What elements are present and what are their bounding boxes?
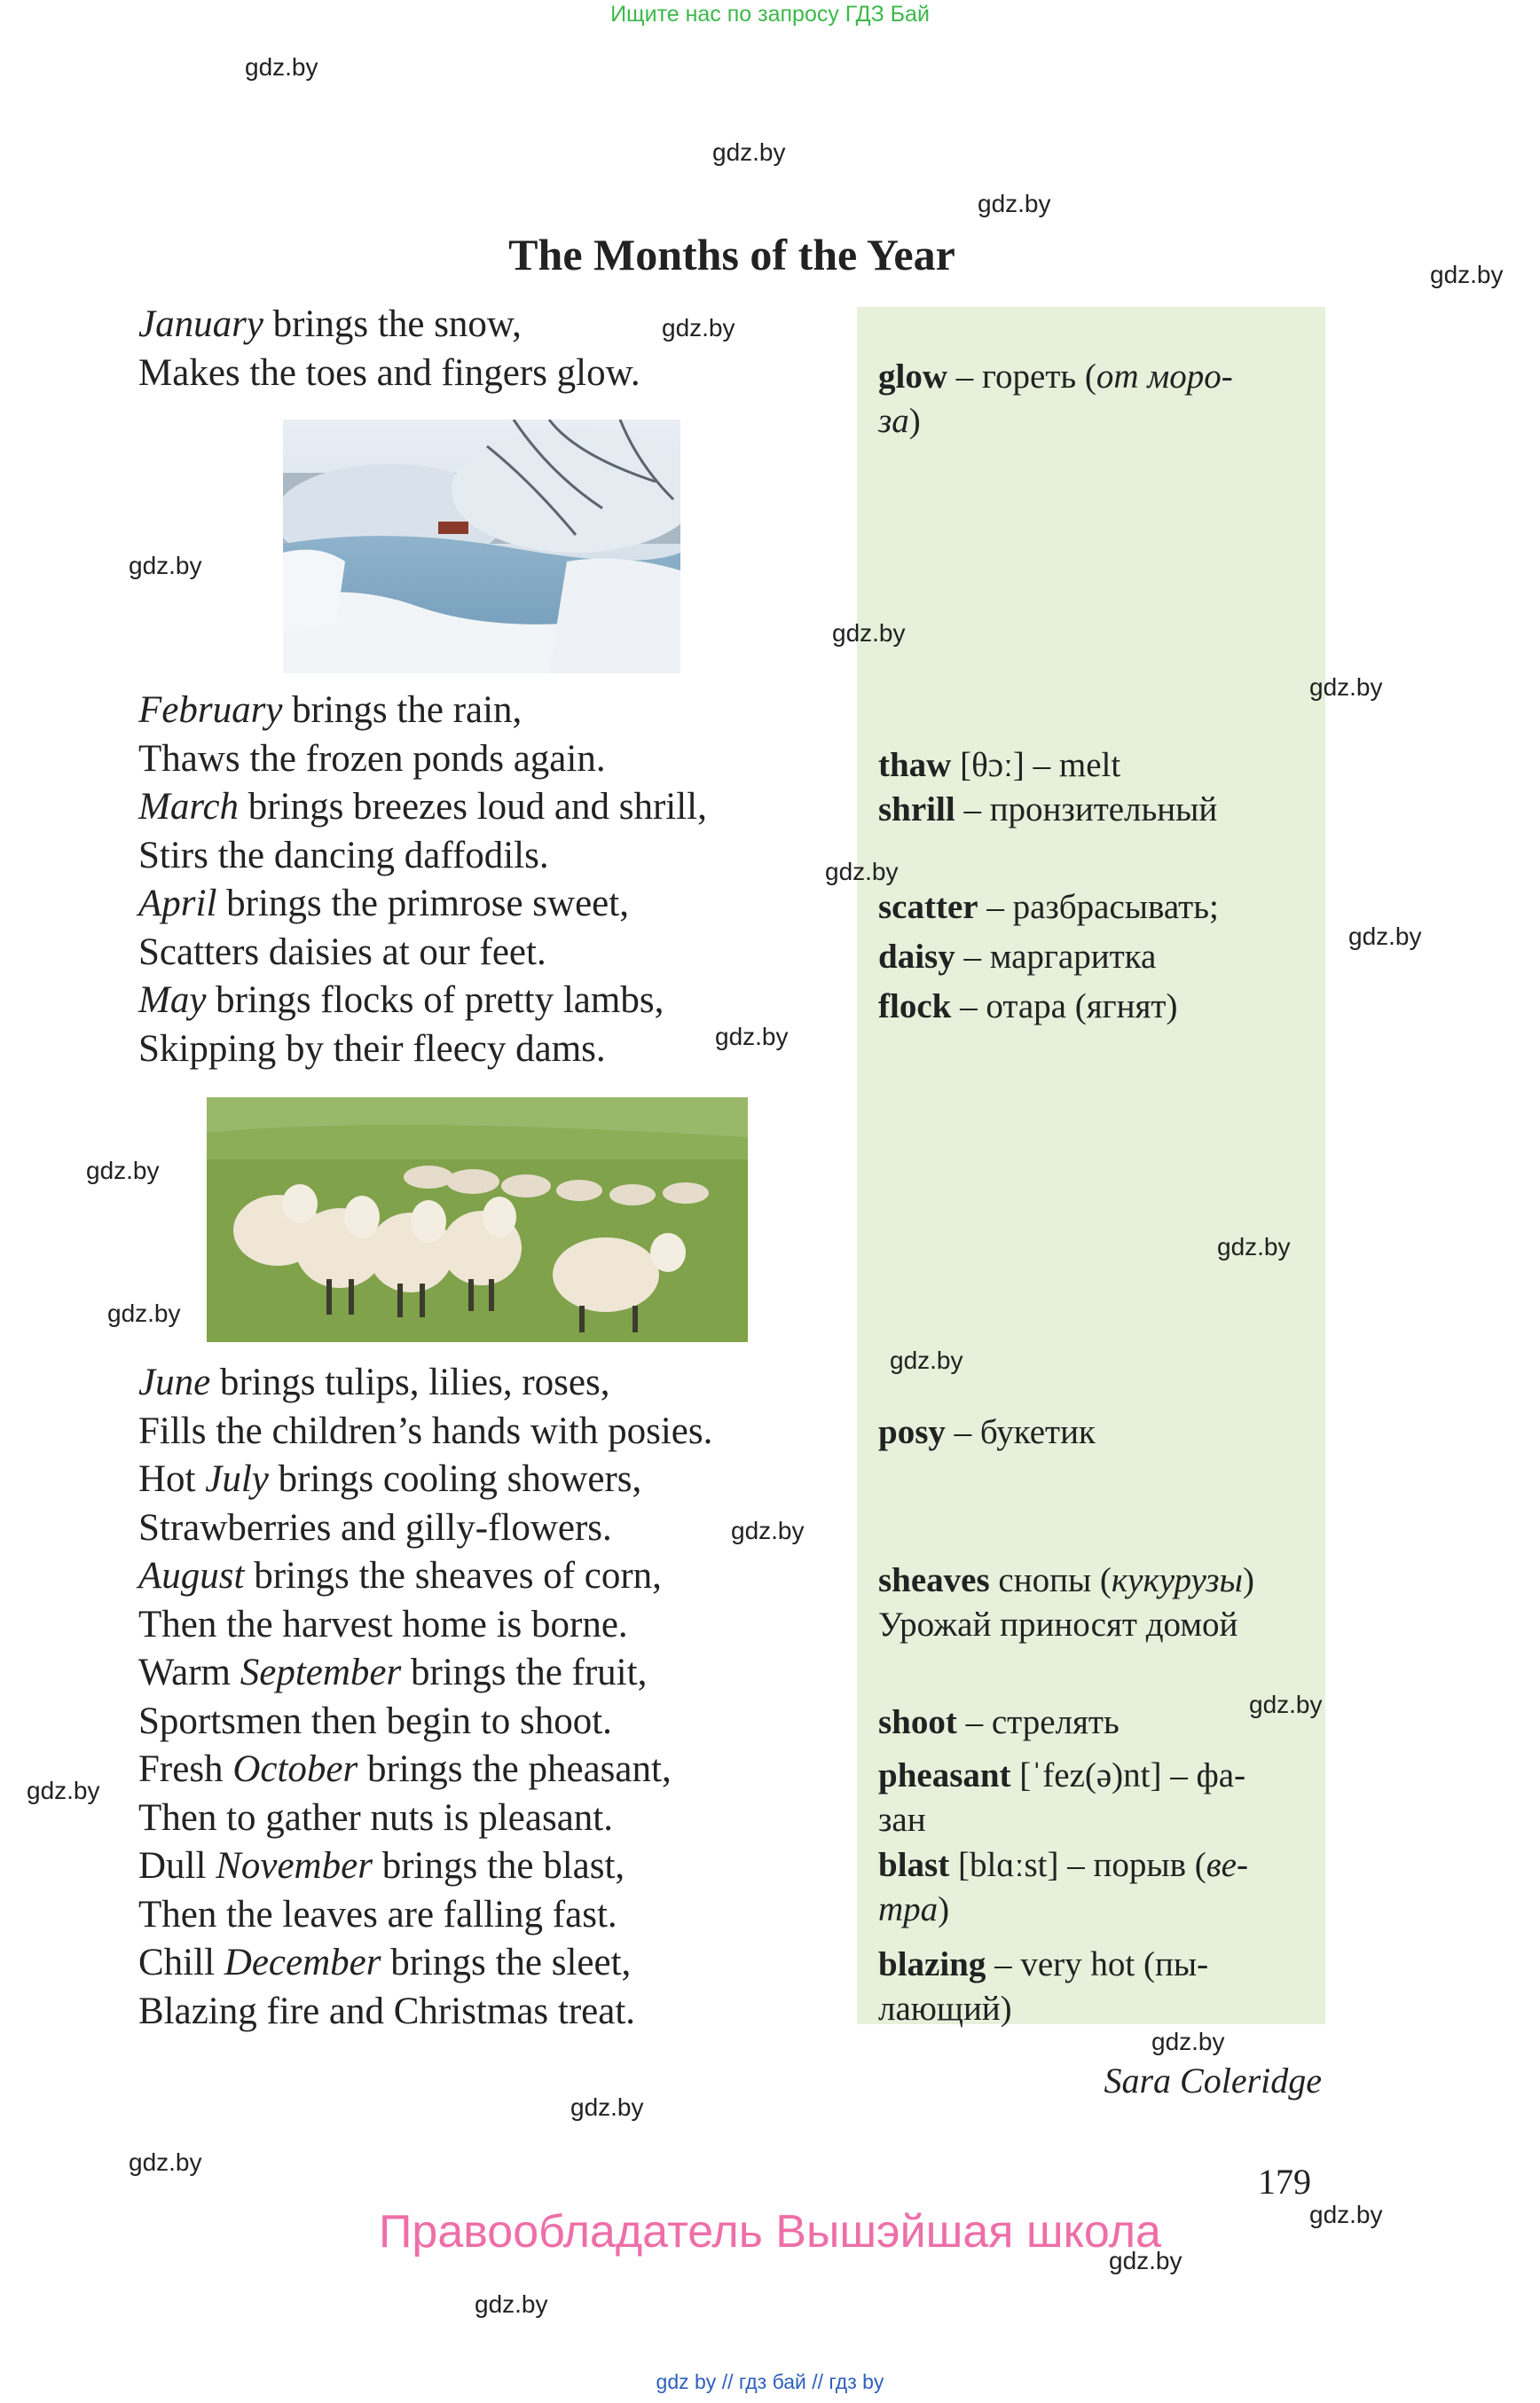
gloss-blazing: blazing – very hot (пы- лающий) — [878, 1945, 1209, 2028]
watermark: gdz.by — [27, 1777, 100, 1804]
watermark: gdz.by — [129, 2148, 202, 2176]
gloss-scatter: scatter – разбрасывать; — [878, 888, 1219, 926]
gloss-term: shrill — [878, 790, 955, 828]
gloss-term: shoot — [878, 1703, 957, 1741]
poem-line: Strawberries and gilly-flowers. — [138, 1506, 612, 1549]
gloss-posy: posy – букетик — [878, 1413, 1096, 1451]
footer-links[interactable]: gdz by // гдз бай // гдз by — [656, 2370, 884, 2393]
poem-line: Then the harvest home is borne. — [138, 1603, 628, 1645]
gloss-term: blast — [878, 1846, 950, 1884]
poem-line: April brings the primrose sweet, — [138, 883, 629, 924]
poem-line: Makes the toes and fingers glow. — [138, 351, 640, 394]
gloss-term: thaw — [878, 746, 952, 784]
month-name: June — [138, 1362, 211, 1403]
watermark: gdz.by — [129, 552, 202, 579]
watermark: gdz.by — [570, 2093, 644, 2121]
gloss-shoot: shoot – стрелять — [878, 1703, 1120, 1741]
watermark: gdz.by — [1309, 2201, 1383, 2228]
poem-line: Blazing fire and Christmas treat. — [138, 1990, 636, 2032]
month-name: April — [138, 883, 217, 924]
gloss-term: flock — [878, 987, 952, 1025]
poem-line: Then the leaves are falling fast. — [138, 1893, 617, 1936]
poem-line: Sportsmen then begin to shoot. — [138, 1700, 612, 1742]
month-name: December — [224, 1942, 381, 1983]
poem-line: Skipping by their fleecy dams. — [138, 1027, 606, 1070]
watermark: gdz.by — [715, 1023, 789, 1050]
poem-line: Fresh October brings the pheasant, — [138, 1748, 672, 1790]
gloss-term: posy — [878, 1413, 946, 1451]
gloss-term: glow — [878, 357, 947, 396]
poem-line: Chill December brings the sleet, — [138, 1942, 632, 1983]
month-name: October — [232, 1748, 358, 1790]
watermark: gdz.by — [1249, 1691, 1323, 1718]
watermark: gdz.by — [832, 619, 906, 647]
watermark: gdz.by — [712, 138, 786, 166]
poem-line: Scatters daisies at our feet. — [138, 931, 546, 973]
watermark: gdz.by — [107, 1300, 181, 1327]
sheep-scene-illustration — [207, 1097, 748, 1342]
poem-line: August brings the sheaves of corn, — [138, 1555, 662, 1597]
watermark: gdz.by — [890, 1347, 963, 1374]
poem-line: Dull November brings the blast, — [138, 1845, 625, 1887]
gloss-term: scatter — [878, 888, 978, 926]
watermark: gdz.by — [1217, 1233, 1291, 1260]
gloss-pheasant: pheasant [ˈfez(ə)nt] – фа- зан — [878, 1756, 1246, 1839]
gloss-flock: flock – отара (ягнят) — [878, 987, 1178, 1025]
watermark: gdz.by — [86, 1157, 160, 1184]
watermark: gdz.by — [475, 2290, 548, 2318]
watermark: gdz.by — [662, 314, 735, 342]
watermark: gdz.by — [245, 53, 318, 81]
page-title: The Months of the Year — [508, 230, 955, 279]
poem-line: Hot July brings cooling showers, — [138, 1458, 642, 1500]
watermark: gdz.by — [1309, 673, 1383, 701]
poem-stanza-1 — [138, 301, 640, 397]
page-number: 179 — [1258, 2162, 1311, 2202]
watermark: gdz.by — [1348, 923, 1422, 950]
poem-line: Stirs the dancing daffodils. — [138, 834, 549, 876]
month-name: May — [138, 979, 207, 1021]
gloss-term: sheaves — [878, 1561, 990, 1599]
watermark: gdz.by — [825, 858, 899, 885]
poem-line: January brings the snow, — [138, 303, 522, 345]
poem-line: Thaws the frozen ponds again. — [138, 737, 606, 780]
watermark: gdz.by — [978, 190, 1051, 217]
gloss-term: daisy — [878, 938, 955, 976]
gloss-sheaves: sheaves снопы (кукурузы) Урожай приносят домой — [878, 1561, 1254, 1644]
month-name: January — [138, 303, 263, 345]
month-name: February — [138, 689, 283, 731]
copyright-notice: Правообладатель Вышэйшая школа — [379, 2206, 1161, 2258]
watermark: gdz.by — [1109, 2247, 1182, 2274]
poem-line: February brings the rain, — [138, 689, 522, 731]
gloss-glow: glow – гореть (от моро- за) — [878, 357, 1233, 440]
month-name: November — [216, 1845, 373, 1887]
poem-line: May brings flocks of pretty lambs, — [138, 979, 664, 1021]
poem-line: Then to gather nuts is pleasant. — [138, 1796, 613, 1839]
month-name: September — [240, 1652, 402, 1693]
gloss-thaw: thaw [θɔː] – melt — [878, 746, 1121, 784]
poem-stanza-3 — [138, 1359, 712, 2036]
watermark: gdz.by — [1151, 2028, 1225, 2055]
gloss-shrill: shrill – пронзительный — [878, 790, 1218, 828]
sheep-flock-photo — [207, 1097, 748, 1342]
month-name: August — [138, 1555, 245, 1597]
poem-line: Warm September brings the fruit, — [138, 1652, 648, 1693]
gloss-daisy: daisy – маргаритка — [878, 938, 1157, 976]
winter-pond-photo — [283, 420, 680, 673]
poem-line: June brings tulips, lilies, roses, — [138, 1362, 610, 1403]
poem-line: March brings breezes loud and shrill, — [138, 786, 707, 828]
month-name: July — [205, 1458, 269, 1500]
month-name: March — [138, 786, 240, 828]
watermark: gdz.by — [731, 1517, 805, 1544]
watermark: gdz.by — [1430, 261, 1504, 288]
poem-stanza-2 — [138, 687, 707, 1073]
top-banner: Ищите нас по запросу ГДЗ Бай — [610, 2, 930, 27]
poem-line: Fills the children’s hands with posies. — [138, 1410, 713, 1452]
gloss-blast: blast [blɑːst] – порыв (ве- тра) — [878, 1846, 1248, 1928]
gloss-term: blazing — [878, 1945, 986, 1983]
gloss-term: pheasant — [878, 1756, 1011, 1794]
winter-scene-illustration — [283, 420, 680, 673]
author-name: Sara Coleridge — [1104, 2061, 1322, 2101]
